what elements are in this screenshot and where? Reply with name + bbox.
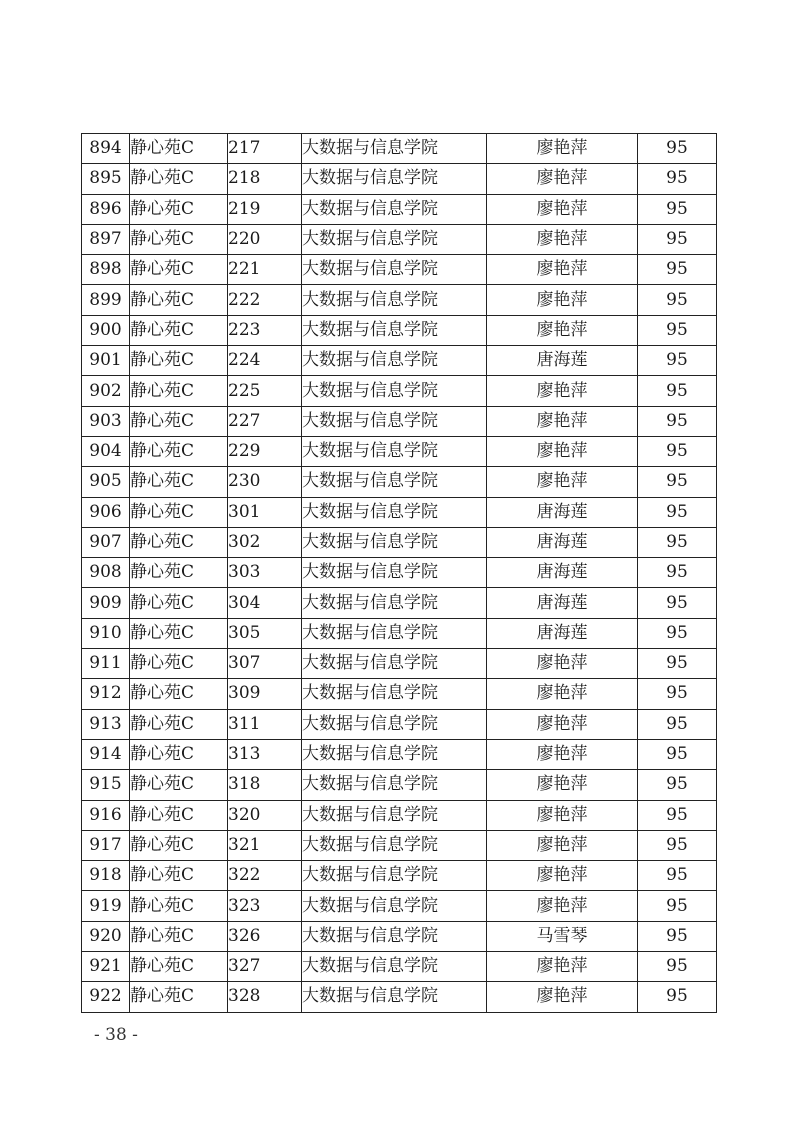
score-cell: 95 (638, 376, 717, 406)
college-cell: 大数据与信息学院 (302, 436, 487, 466)
college-cell: 大数据与信息学院 (302, 467, 487, 497)
row-number-cell: 915 (82, 770, 130, 800)
row-number-cell: 895 (82, 164, 130, 194)
supervisor-cell: 廖艳萍 (487, 164, 638, 194)
supervisor-cell: 唐海莲 (487, 527, 638, 557)
table-row (82, 224, 717, 254)
room-number-cell: 304 (228, 588, 302, 618)
table-row (82, 649, 717, 679)
row-number-cell: 894 (82, 134, 130, 164)
building-cell: 静心苑C (130, 618, 228, 648)
score-cell: 95 (638, 800, 717, 830)
college-cell: 大数据与信息学院 (302, 982, 487, 1012)
room-number-cell: 223 (228, 315, 302, 345)
row-number-cell: 902 (82, 376, 130, 406)
score-cell: 95 (638, 649, 717, 679)
building-cell: 静心苑C (130, 224, 228, 254)
building-cell: 静心苑C (130, 436, 228, 466)
college-cell: 大数据与信息学院 (302, 406, 487, 436)
building-cell: 静心苑C (130, 376, 228, 406)
row-number-cell: 914 (82, 739, 130, 769)
room-number-cell: 320 (228, 800, 302, 830)
supervisor-cell: 廖艳萍 (487, 891, 638, 921)
supervisor-cell: 廖艳萍 (487, 224, 638, 254)
building-cell: 静心苑C (130, 679, 228, 709)
room-number-cell: 219 (228, 194, 302, 224)
supervisor-cell: 廖艳萍 (487, 800, 638, 830)
supervisor-cell: 廖艳萍 (487, 982, 638, 1012)
building-cell: 静心苑C (130, 709, 228, 739)
table-row (82, 406, 717, 436)
supervisor-cell: 廖艳萍 (487, 770, 638, 800)
supervisor-cell: 廖艳萍 (487, 467, 638, 497)
score-cell: 95 (638, 770, 717, 800)
building-cell: 静心苑C (130, 467, 228, 497)
row-number-cell: 906 (82, 497, 130, 527)
building-cell: 静心苑C (130, 134, 228, 164)
room-number-cell: 230 (228, 467, 302, 497)
table-row (82, 376, 717, 406)
supervisor-cell: 廖艳萍 (487, 255, 638, 285)
room-number-cell: 305 (228, 618, 302, 648)
table-row (82, 770, 717, 800)
college-cell: 大数据与信息学院 (302, 497, 487, 527)
building-cell: 静心苑C (130, 497, 228, 527)
table-row (82, 618, 717, 648)
supervisor-cell: 廖艳萍 (487, 436, 638, 466)
room-number-cell: 323 (228, 891, 302, 921)
supervisor-cell: 廖艳萍 (487, 830, 638, 860)
building-cell: 静心苑C (130, 952, 228, 982)
row-number-cell: 904 (82, 436, 130, 466)
building-cell: 静心苑C (130, 194, 228, 224)
college-cell: 大数据与信息学院 (302, 346, 487, 376)
building-cell: 静心苑C (130, 406, 228, 436)
supervisor-cell: 马雪琴 (487, 921, 638, 951)
building-cell: 静心苑C (130, 800, 228, 830)
table-row (82, 497, 717, 527)
score-cell: 95 (638, 346, 717, 376)
row-number-cell: 905 (82, 467, 130, 497)
score-cell: 95 (638, 679, 717, 709)
college-cell: 大数据与信息学院 (302, 285, 487, 315)
score-cell: 95 (638, 134, 717, 164)
table-row (82, 952, 717, 982)
table-row (82, 891, 717, 921)
supervisor-cell: 廖艳萍 (487, 406, 638, 436)
score-cell: 95 (638, 527, 717, 557)
supervisor-cell: 廖艳萍 (487, 285, 638, 315)
college-cell: 大数据与信息学院 (302, 224, 487, 254)
row-number-cell: 917 (82, 830, 130, 860)
table-row (82, 164, 717, 194)
score-cell: 95 (638, 588, 717, 618)
supervisor-cell: 廖艳萍 (487, 134, 638, 164)
supervisor-cell: 廖艳萍 (487, 194, 638, 224)
room-number-cell: 326 (228, 921, 302, 951)
room-number-cell: 313 (228, 739, 302, 769)
score-cell: 95 (638, 558, 717, 588)
row-number-cell: 903 (82, 406, 130, 436)
college-cell: 大数据与信息学院 (302, 649, 487, 679)
supervisor-cell: 唐海莲 (487, 588, 638, 618)
college-cell: 大数据与信息学院 (302, 800, 487, 830)
room-number-cell: 229 (228, 436, 302, 466)
building-cell: 静心苑C (130, 861, 228, 891)
building-cell: 静心苑C (130, 921, 228, 951)
room-number-cell: 309 (228, 679, 302, 709)
college-cell: 大数据与信息学院 (302, 588, 487, 618)
room-number-cell: 327 (228, 952, 302, 982)
college-cell: 大数据与信息学院 (302, 861, 487, 891)
row-number-cell: 916 (82, 800, 130, 830)
college-cell: 大数据与信息学院 (302, 164, 487, 194)
page-number: - 38 - (94, 1025, 138, 1045)
room-number-cell: 221 (228, 255, 302, 285)
college-cell: 大数据与信息学院 (302, 679, 487, 709)
room-number-cell: 322 (228, 861, 302, 891)
table-row (82, 255, 717, 285)
supervisor-cell: 唐海莲 (487, 618, 638, 648)
row-number-cell: 909 (82, 588, 130, 618)
building-cell: 静心苑C (130, 346, 228, 376)
row-number-cell: 898 (82, 255, 130, 285)
room-number-cell: 301 (228, 497, 302, 527)
college-cell: 大数据与信息学院 (302, 527, 487, 557)
college-cell: 大数据与信息学院 (302, 830, 487, 860)
score-cell: 95 (638, 255, 717, 285)
room-number-cell: 218 (228, 164, 302, 194)
building-cell: 静心苑C (130, 982, 228, 1012)
score-cell: 95 (638, 921, 717, 951)
college-cell: 大数据与信息学院 (302, 376, 487, 406)
table-row (82, 527, 717, 557)
row-number-cell: 897 (82, 224, 130, 254)
table-row (82, 982, 717, 1012)
college-cell: 大数据与信息学院 (302, 952, 487, 982)
college-cell: 大数据与信息学院 (302, 255, 487, 285)
row-number-cell: 922 (82, 982, 130, 1012)
row-number-cell: 896 (82, 194, 130, 224)
building-cell: 静心苑C (130, 164, 228, 194)
room-number-cell: 318 (228, 770, 302, 800)
room-number-cell: 220 (228, 224, 302, 254)
supervisor-cell: 唐海莲 (487, 558, 638, 588)
score-cell: 95 (638, 618, 717, 648)
supervisor-cell: 廖艳萍 (487, 952, 638, 982)
college-cell: 大数据与信息学院 (302, 558, 487, 588)
table-row (82, 921, 717, 951)
table-row (82, 739, 717, 769)
score-cell: 95 (638, 194, 717, 224)
table-row (82, 679, 717, 709)
college-cell: 大数据与信息学院 (302, 891, 487, 921)
building-cell: 静心苑C (130, 558, 228, 588)
room-number-cell: 225 (228, 376, 302, 406)
supervisor-cell: 廖艳萍 (487, 679, 638, 709)
row-number-cell: 901 (82, 346, 130, 376)
table-row (82, 467, 717, 497)
row-number-cell: 900 (82, 315, 130, 345)
college-cell: 大数据与信息学院 (302, 709, 487, 739)
room-number-cell: 328 (228, 982, 302, 1012)
room-number-cell: 224 (228, 346, 302, 376)
building-cell: 静心苑C (130, 830, 228, 860)
supervisor-cell: 廖艳萍 (487, 376, 638, 406)
row-number-cell: 911 (82, 649, 130, 679)
score-cell: 95 (638, 497, 717, 527)
building-cell: 静心苑C (130, 315, 228, 345)
row-number-cell: 913 (82, 709, 130, 739)
table-row (82, 861, 717, 891)
row-number-cell: 907 (82, 527, 130, 557)
college-cell: 大数据与信息学院 (302, 618, 487, 648)
score-cell: 95 (638, 406, 717, 436)
row-number-cell: 918 (82, 861, 130, 891)
supervisor-cell: 唐海莲 (487, 346, 638, 376)
supervisor-cell: 廖艳萍 (487, 315, 638, 345)
room-number-cell: 302 (228, 527, 302, 557)
college-cell: 大数据与信息学院 (302, 194, 487, 224)
dormitory-score-table (81, 133, 717, 1013)
table-row (82, 285, 717, 315)
room-number-cell: 227 (228, 406, 302, 436)
score-cell: 95 (638, 315, 717, 345)
college-cell: 大数据与信息学院 (302, 315, 487, 345)
building-cell: 静心苑C (130, 739, 228, 769)
table-row (82, 315, 717, 345)
supervisor-cell: 廖艳萍 (487, 739, 638, 769)
table-row (82, 194, 717, 224)
building-cell: 静心苑C (130, 649, 228, 679)
building-cell: 静心苑C (130, 891, 228, 921)
row-number-cell: 920 (82, 921, 130, 951)
score-cell: 95 (638, 467, 717, 497)
supervisor-cell: 唐海莲 (487, 497, 638, 527)
table-row (82, 346, 717, 376)
score-cell: 95 (638, 436, 717, 466)
room-number-cell: 311 (228, 709, 302, 739)
building-cell: 静心苑C (130, 527, 228, 557)
college-cell: 大数据与信息学院 (302, 770, 487, 800)
row-number-cell: 908 (82, 558, 130, 588)
college-cell: 大数据与信息学院 (302, 134, 487, 164)
table-row (82, 134, 717, 164)
score-cell: 95 (638, 224, 717, 254)
row-number-cell: 921 (82, 952, 130, 982)
room-number-cell: 303 (228, 558, 302, 588)
score-cell: 95 (638, 891, 717, 921)
building-cell: 静心苑C (130, 285, 228, 315)
college-cell: 大数据与信息学院 (302, 739, 487, 769)
table-row (82, 436, 717, 466)
room-number-cell: 321 (228, 830, 302, 860)
table-row (82, 588, 717, 618)
score-cell: 95 (638, 861, 717, 891)
score-cell: 95 (638, 709, 717, 739)
supervisor-cell: 廖艳萍 (487, 861, 638, 891)
room-number-cell: 217 (228, 134, 302, 164)
building-cell: 静心苑C (130, 770, 228, 800)
score-cell: 95 (638, 952, 717, 982)
score-cell: 95 (638, 830, 717, 860)
row-number-cell: 899 (82, 285, 130, 315)
score-cell: 95 (638, 739, 717, 769)
score-cell: 95 (638, 285, 717, 315)
building-cell: 静心苑C (130, 588, 228, 618)
table-row (82, 800, 717, 830)
row-number-cell: 912 (82, 679, 130, 709)
supervisor-cell: 廖艳萍 (487, 649, 638, 679)
score-cell: 95 (638, 982, 717, 1012)
room-number-cell: 222 (228, 285, 302, 315)
row-number-cell: 919 (82, 891, 130, 921)
table-row (82, 558, 717, 588)
table-row (82, 709, 717, 739)
college-cell: 大数据与信息学院 (302, 921, 487, 951)
room-number-cell: 307 (228, 649, 302, 679)
table-body (82, 134, 717, 1013)
row-number-cell: 910 (82, 618, 130, 648)
score-cell: 95 (638, 164, 717, 194)
supervisor-cell: 廖艳萍 (487, 709, 638, 739)
table-row (82, 830, 717, 860)
building-cell: 静心苑C (130, 255, 228, 285)
